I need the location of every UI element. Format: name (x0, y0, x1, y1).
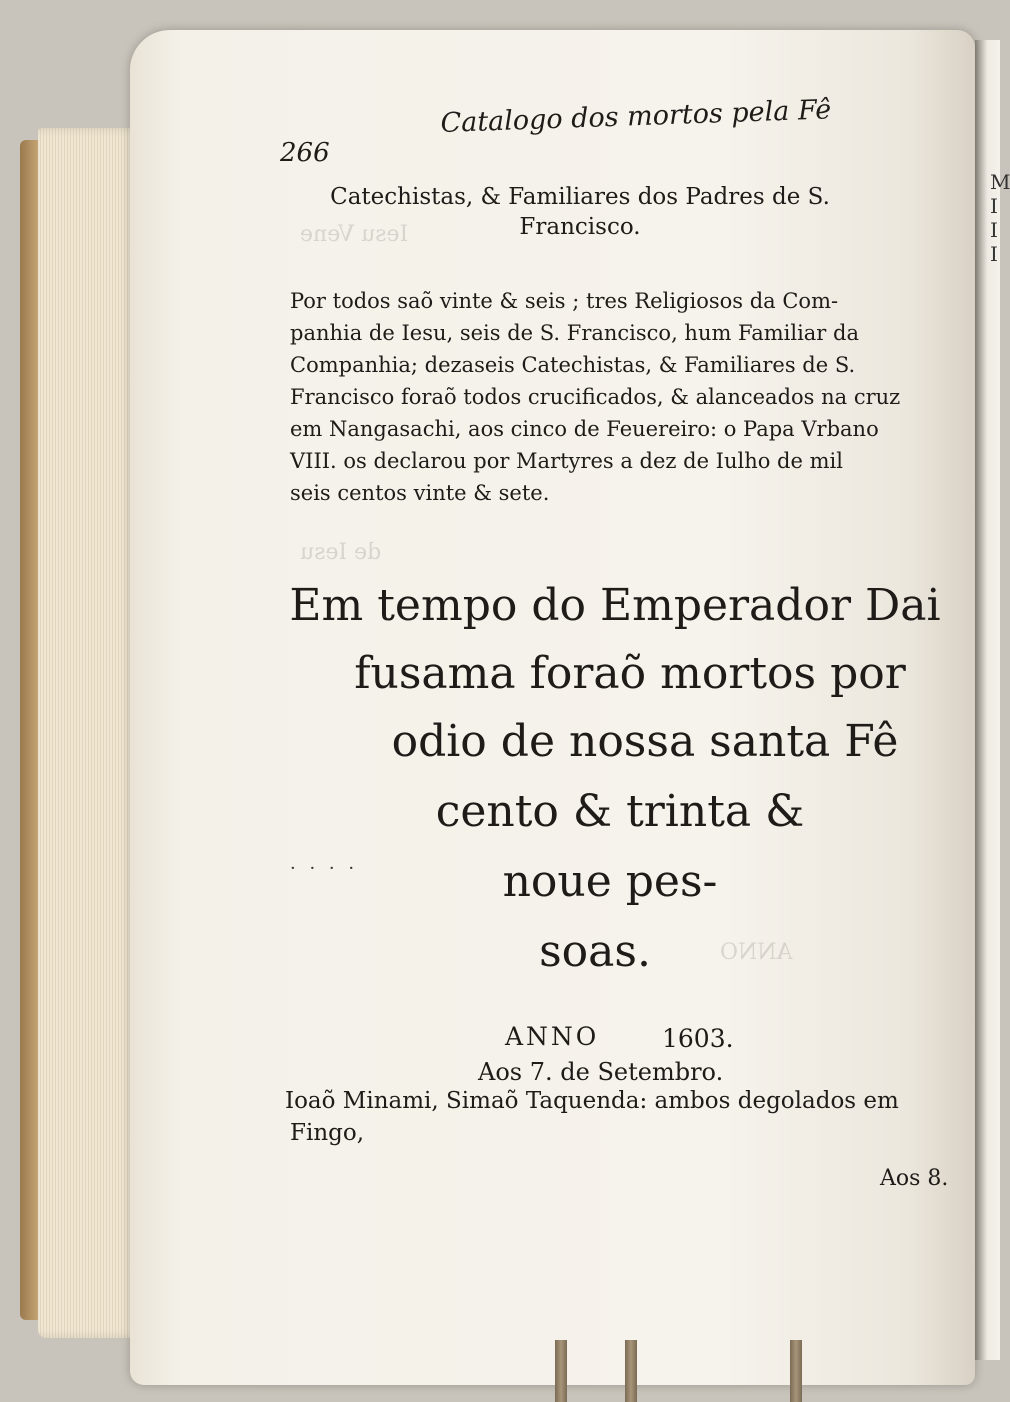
facing-page-letters: M I I I (990, 170, 1010, 266)
body-line: VIII. os declarou por Martyres a dez de Iulho de mil (290, 449, 843, 473)
show-through-text: ANNO (720, 940, 793, 965)
body-line: Por todos saõ vinte & seis ; tres Religiosos da Com- (290, 289, 839, 313)
date-line: Aos 7. de Setembro. (478, 1058, 724, 1086)
display-heading-line: noue pes- (502, 856, 718, 907)
anno-year: 1603. (662, 1024, 734, 1053)
running-head: Catalogo dos mortos pela Fê (440, 94, 832, 139)
body-line: em Nangasachi, aos cinco de Feuereiro: o Papa Vrbano (290, 417, 879, 441)
display-heading-line: Em tempo do Emperador Dai (289, 580, 941, 631)
ribbon-marker (625, 1340, 637, 1402)
body-line: seis centos vinte & sete. (290, 481, 550, 505)
display-heading-line: soas. (539, 926, 651, 977)
body-line: panhia de Iesu, seis de S. Francisco, hum Familiar da (290, 321, 859, 345)
show-through-text: Iesu Vene (300, 222, 409, 247)
body-line: Companhia; dezaseis Catechistas, & Familiares de S. (290, 353, 856, 377)
display-heading-line: odio de nossa santa Fê (391, 716, 899, 767)
body-paragraph (290, 285, 935, 509)
page-number: 266 (280, 138, 330, 168)
show-through-text: de Iesu (300, 540, 382, 565)
body-line: Francisco foraõ todos crucificados, & alanceados na cruz (290, 385, 901, 409)
entry-line: Fingo, (290, 1120, 365, 1146)
anno-label: ANNO (505, 1022, 600, 1051)
entry-line: Ioaõ Minami, Simaõ Taquenda: ambos degolados em (285, 1088, 899, 1114)
display-heading-line: fusama foraõ mortos por (354, 648, 906, 699)
display-heading-line: cento & trinta & (435, 786, 805, 837)
ribbon-marker (790, 1340, 802, 1402)
section-title: Catechistas, & Familiares dos Padres de S. Francisco. (330, 184, 830, 240)
printer-ornament-dots: · · · · (290, 858, 359, 879)
catchword: Aos 8. (880, 1166, 949, 1191)
ribbon-marker (555, 1340, 567, 1402)
